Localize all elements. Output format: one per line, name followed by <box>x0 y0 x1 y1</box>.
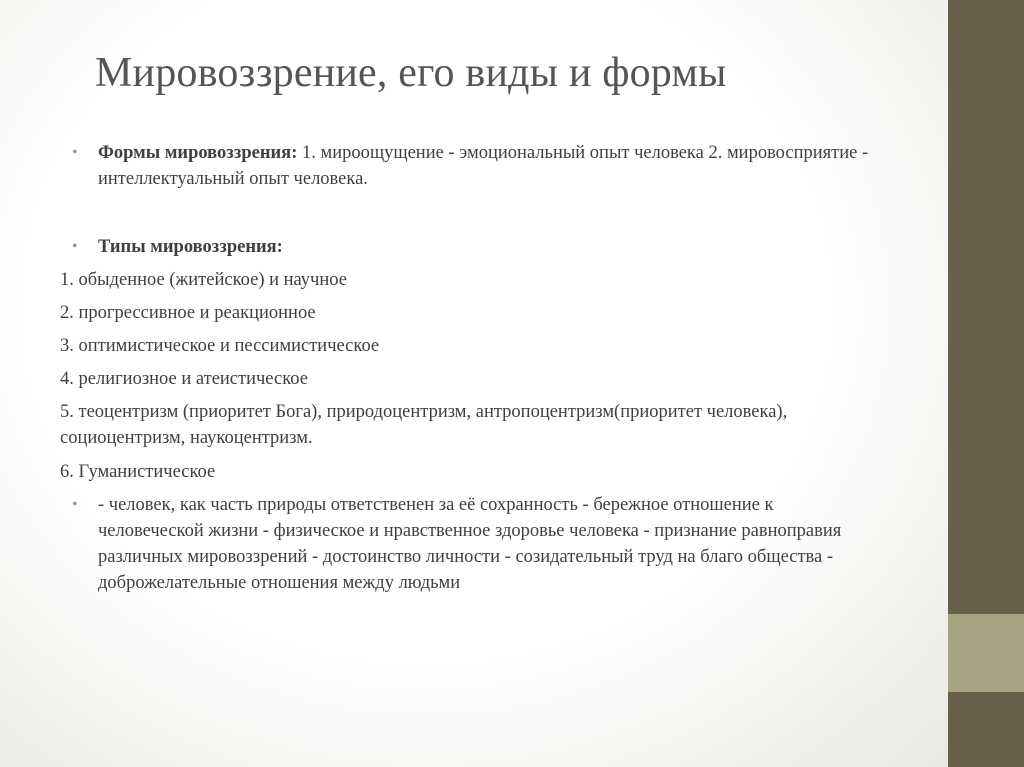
types-item: 3. оптимистическое и пессимистическое <box>60 336 380 356</box>
types-item: 4. религиозное и атеистическое <box>60 369 308 389</box>
bullet-icon: • <box>72 144 78 161</box>
forms-text: 1. мироощущение - эмоциональный опыт человека 2. мировосприятие - интеллектуальный опыт человека. <box>98 143 869 189</box>
forms-paragraph <box>98 140 918 192</box>
slide-title: Мировоззрение, его виды и формы <box>95 50 727 96</box>
humanism-detail: - человек, как часть природы ответственен за её сохранность - бережное отношение к человеческой жизни - физическое и нравственное здоровье человека - признание равноправия различных мировоззрений - достоинство личности - созидательный труд на благо общества - доброжелательные отношения между людьми <box>98 495 842 593</box>
bullet-icon: • <box>72 238 78 255</box>
forms-label: Формы мировоззрения: <box>98 143 298 163</box>
types-label: Типы мировоззрения: <box>98 237 283 257</box>
sidebar-accent-block <box>948 614 1024 692</box>
bullet-icon: • <box>72 496 78 513</box>
types-heading <box>98 234 918 260</box>
types-item: 6. Гуманистическое <box>60 462 216 482</box>
types-item: 1. обыденное (житейское) и научное <box>60 270 347 290</box>
types-item: 2. прогрессивное и реакционное <box>60 303 316 323</box>
types-item: 5. теоцентризм (приоритет Бога), природоцентризм, антропоцентризм(приоритет человека), социоцентризм, наукоцентризм. <box>60 402 788 448</box>
